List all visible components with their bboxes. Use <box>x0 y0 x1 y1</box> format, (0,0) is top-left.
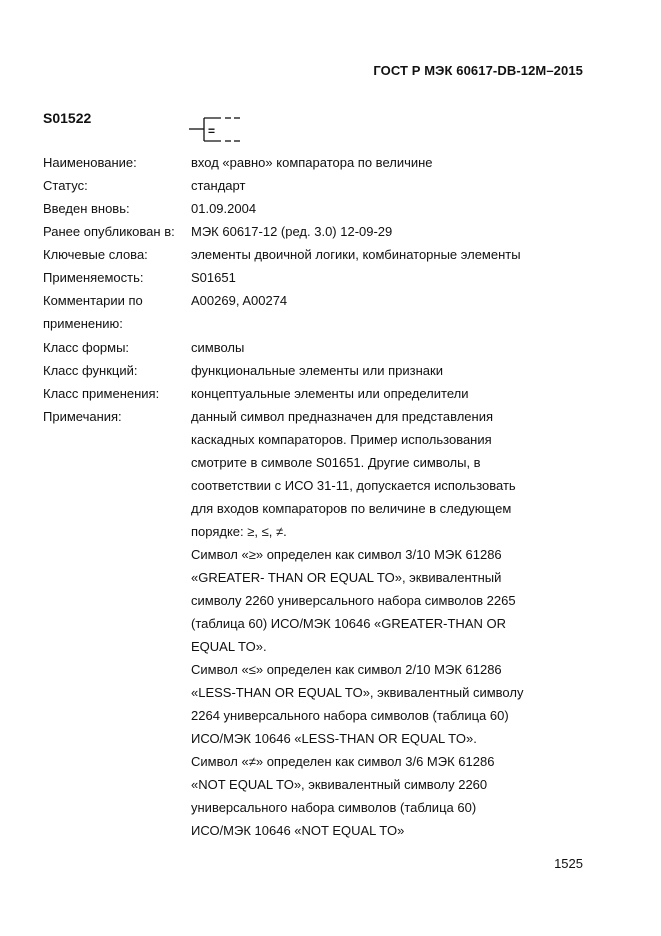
notes-text <box>191 405 551 842</box>
field-label: Ключевые слова: <box>43 247 148 262</box>
notes-line: 2264 универсального набора символов (таблица 60) <box>191 708 509 723</box>
notes-line: символу 2260 универсального набора символов 2265 <box>191 593 516 608</box>
field-label: Класс формы: <box>43 340 130 355</box>
field-value: функциональные элементы или признаки <box>191 363 443 378</box>
field-label: Ранее опубликован в: <box>43 224 175 239</box>
notes-line: «GREATER- THAN OR EQUAL TO», эквивалентный <box>191 570 502 585</box>
field-value: символы <box>191 340 245 355</box>
field-value: элементы двоичной логики, комбинаторные элементы <box>191 247 521 262</box>
field-label: Класс функций: <box>43 363 138 378</box>
field-label: Комментарии по <box>43 293 143 308</box>
comparator-equal-input-symbol <box>186 108 246 148</box>
notes-line: смотрите в символе S01651. Другие символы, в <box>191 455 481 470</box>
symbol-glyph: = <box>208 124 216 138</box>
notes-line: Символ «≠» определен как символ 3/6 МЭК 61286 <box>191 754 495 769</box>
notes-line: EQUAL TO». <box>191 639 267 654</box>
field-label: Статус: <box>43 178 88 193</box>
notes-line: соответствии с ИСО 31-11, допускается использовать <box>191 478 516 493</box>
notes-line: ИСО/МЭК 10646 «LESS-THAN OR EQUAL TO». <box>191 731 477 746</box>
notes-line: «NOT EQUAL TO», эквивалентный символу 2260 <box>191 777 488 792</box>
field-label: Наименование: <box>43 155 137 170</box>
notes-line: для входов компараторов по величине в следующем <box>191 501 512 516</box>
symbol-code: S01522 <box>43 110 92 126</box>
field-value: 01.09.2004 <box>191 201 257 216</box>
notes-line: универсального набора символов (таблица 60) <box>191 800 477 815</box>
field-label: Применяемость: <box>43 270 144 285</box>
field-value: вход «равно» компаратора по величине <box>191 155 433 170</box>
field-label: Введен вновь: <box>43 201 130 216</box>
field-value: стандарт <box>191 178 246 193</box>
field-value: A00269, A00274 <box>191 293 288 308</box>
notes-line: порядке: ≥, ≤, ≠. <box>191 524 287 539</box>
notes-line: (таблица 60) ИСО/МЭК 10646 «GREATER-THAN OR <box>191 616 506 631</box>
notes-line: данный символ предназначен для представления <box>191 409 493 424</box>
notes-line: Символ «≤» определен как символ 2/10 МЭК 61286 <box>191 662 502 677</box>
document-header: ГОСТ Р МЭК 60617-DB-12M–2015 <box>373 63 583 78</box>
notes-line: Символ «≥» определен как символ 3/10 МЭК 61286 <box>191 547 502 562</box>
field-label: применению: <box>43 316 123 331</box>
field-value: S01651 <box>191 270 236 285</box>
notes-line: каскадных компараторов. Пример использования <box>191 432 492 447</box>
field-value: концептуальные элементы или определители <box>191 386 469 401</box>
field-value: МЭК 60617-12 (ред. 3.0) 12-09-29 <box>191 224 393 239</box>
notes-line: «LESS-THAN OR EQUAL TO», эквивалентный символу <box>191 685 524 700</box>
field-label: Класс применения: <box>43 386 160 401</box>
field-label: Примечания: <box>43 409 122 424</box>
page-number: 1525 <box>554 856 583 871</box>
notes-line: ИСО/МЭК 10646 «NOT EQUAL TO» <box>191 823 405 838</box>
